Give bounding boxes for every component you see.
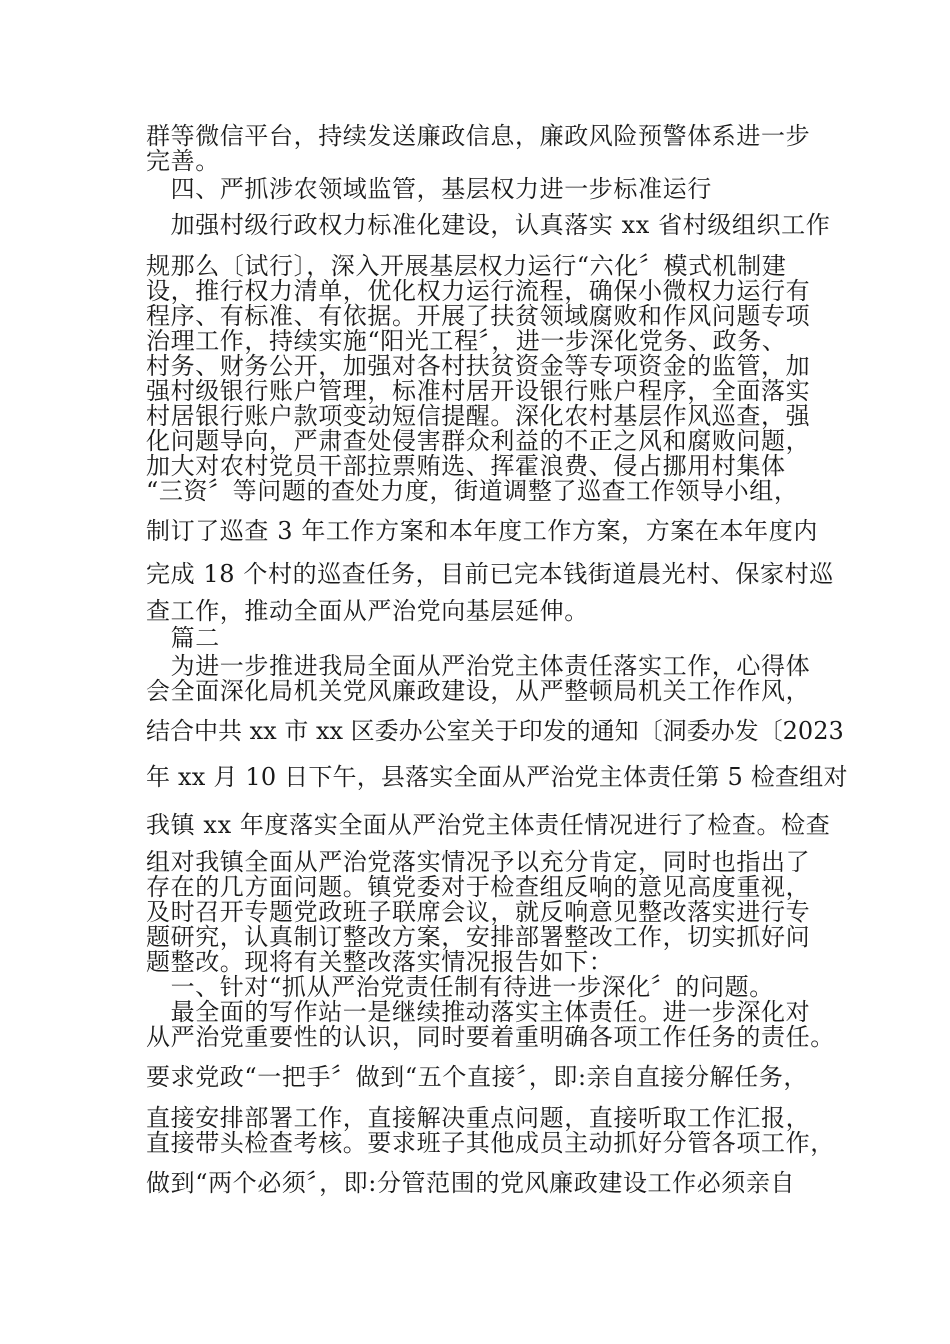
text-line: “三资〞等问题的查处力度，街道调整了巡查工作领导小组， bbox=[146, 477, 799, 505]
text-line: 加大对农村党员干部拉票贿选、挥霍浪费、侵占挪用村集体 bbox=[146, 452, 786, 480]
text-line: 直接安排部署工作，直接解决重点问题，直接听取工作汇报， bbox=[146, 1104, 811, 1132]
section-heading: 篇二 bbox=[146, 624, 220, 652]
text-line: 设，推行权力清单，优化权力运行流程，确保小微权力运行有 bbox=[146, 277, 811, 305]
text-line: 完善。 bbox=[146, 147, 220, 175]
text-line: 年 xx 月 10 日下午，县落实全面从严治党主体责任第 5 检查组对 bbox=[146, 763, 848, 791]
text-line: 完成 18 个村的巡查任务，目前已完本钱街道晨光村、保家村巡 bbox=[146, 560, 834, 588]
text-line: 化问题导向，严肃查处侵害群众利益的不正之风和腐败问题， bbox=[146, 427, 811, 455]
text-line: 加强村级行政权力标准化建设，认真落实 xx 省村级组织工作 bbox=[146, 211, 831, 239]
text-line: 从严治党重要性的认识，同时要着重明确各项工作任务的责任。 bbox=[146, 1023, 835, 1051]
text-line: 程序、有标准、有依据。开展了扶贫领域腐败和作风问题专项 bbox=[146, 302, 811, 330]
text-line: 存在的几方面问题。镇党委对于检查组反响的意见高度重视， bbox=[146, 873, 811, 901]
text-line: 题研究，认真制订整改方案，安排部署整改工作，切实抓好问 bbox=[146, 923, 811, 951]
section-heading: 一、针对“抓从严治党责任制有待进一步深化〞的问题。 bbox=[146, 973, 774, 1001]
text-line: 查工作，推动全面从严治党向基层延伸。 bbox=[146, 597, 589, 625]
text-line: 村务、财务公开，加强对各村扶贫资金等专项资金的监管，加 bbox=[146, 352, 811, 380]
text-line: 做到“两个必须〞，即:分管范围的党风廉政建设工作必须亲自 bbox=[146, 1169, 796, 1197]
text-line: 最全面的写作站一是继续推动落实主体责任。进一步深化对 bbox=[146, 998, 811, 1026]
text-line: 会全面深化局机关党风廉政建设，从严整顿局机关工作作风， bbox=[146, 677, 811, 705]
text-line: 及时召开专题党政班子联席会议，就反响意见整改落实进行专 bbox=[146, 898, 811, 926]
text-line: 直接带头检查考核。要求班子其他成员主动抓好分管各项工作， bbox=[146, 1129, 835, 1157]
text-line: 为进一步推进我局全面从严治党主体责任落实工作，心得体 bbox=[146, 652, 811, 680]
text-line: 组对我镇全面从严治党落实情况予以充分肯定，同时也指出了 bbox=[146, 848, 811, 876]
text-line: 题整改。现将有关整改落实情况报告如下： bbox=[146, 948, 614, 976]
section-heading: 四、严抓涉农领域监管，基层权力进一步标准运行 bbox=[146, 175, 712, 203]
text-line: 村居银行账户款项变动短信提醒。深化农村基层作风巡查，强 bbox=[146, 402, 811, 430]
text-line: 我镇 xx 年度落实全面从严治党主体责任情况进行了检查。检查 bbox=[146, 811, 831, 839]
text-line: 规那么〔试行〕，深入开展基层权力运行“六化〞模式机制建 bbox=[146, 252, 787, 280]
text-line: 群等微信平台，持续发送廉政信息，廉政风险预警体系进一步 bbox=[146, 122, 811, 150]
text-line: 强村级银行账户管理，标准村居开设银行账户程序，全面落实 bbox=[146, 377, 811, 405]
text-line: 治理工作，持续实施“阳光工程〞，进一步深化党务、政务、 bbox=[146, 327, 787, 355]
text-line: 要求党政“一把手〞做到“五个直接〞，即:亲自直接分解任务， bbox=[146, 1063, 809, 1091]
text-line: 制订了巡查 3 年工作方案和本年度工作方案，方案在本年度内 bbox=[146, 517, 818, 545]
text-line: 结合中共 xx 市 xx 区委办公室关于印发的通知〔洞委办发〔2023 bbox=[146, 717, 844, 745]
